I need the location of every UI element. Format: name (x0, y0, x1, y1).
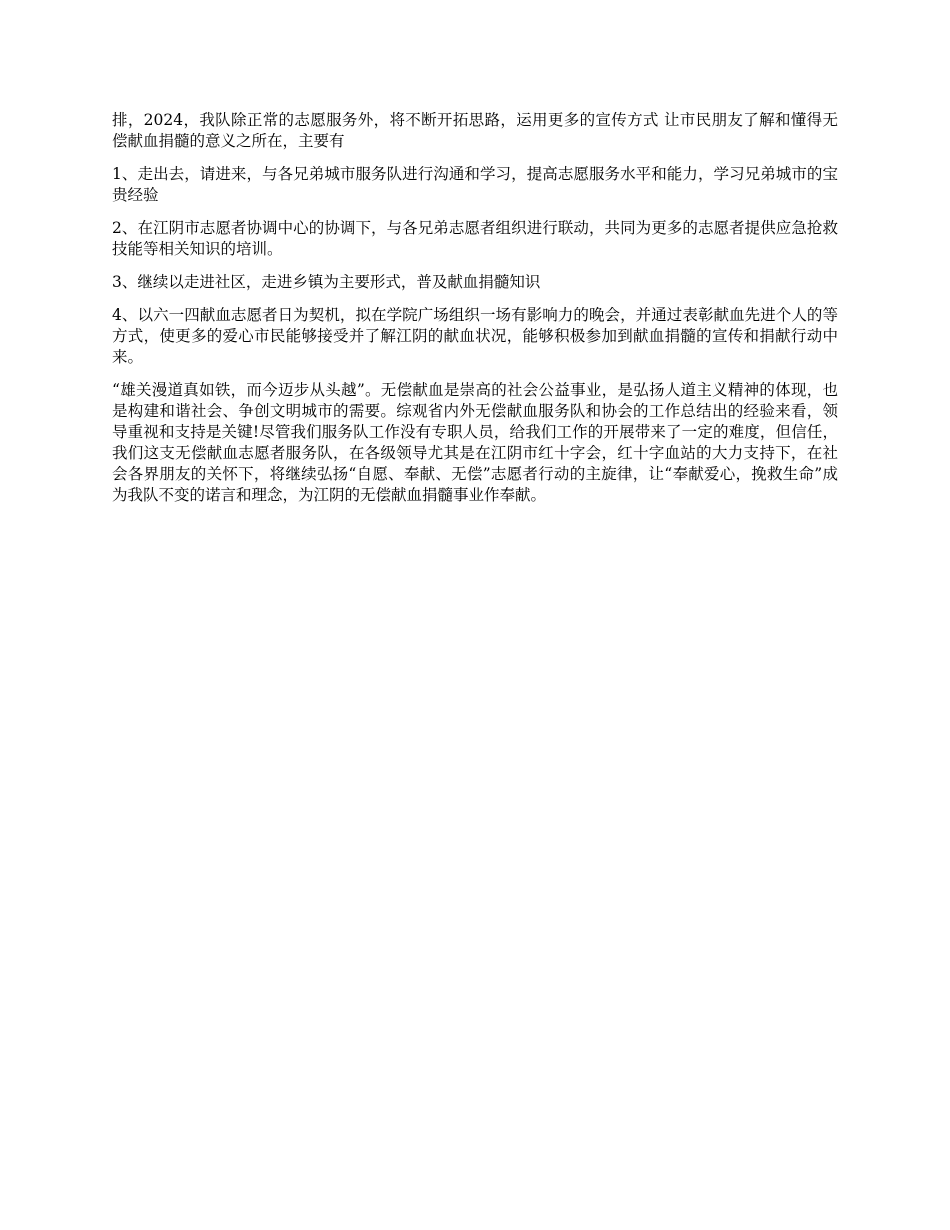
plan-item-4: 4、以六一四献血志愿者日为契机，拟在学院广场组织一场有影响力的晚会，并通过表彰献血先进个人的等方式，使更多的爱心市民能够接受并了解江阴的献血状况，能够积极参加到献血捐髓的宣传和捐献行动中来。 (112, 306, 838, 366)
closing-paragraph: “雄关漫道真如铁，而今迈步从头越”。无偿献血是崇高的社会公益事业，是弘扬人道主义精神的体现，也是构建和谐社会、争创文明城市的需要。综观省内外无偿献血服务队和协会的工作总结出的经验来看，领导重视和支持是关键!尽管我们服务队工作没有专职人员，给我们工作的开展带来了一定的难度，但信任，我们这支无偿献血志愿者服务队，在各级领导尤其是在江阴市红十字会，红十字血站的大力支持下，在社会各界朋友的关怀下，将继续弘扬“自愿、奉献、无偿”志愿者行动的主旋律，让“奉献爱心，挽救生命”成为我队不变的诺言和理念，为江阴的无偿献血捐髓事业作奉献。 (112, 381, 838, 504)
intro-paragraph: 排，2024，我队除正常的志愿服务外，将不断开拓思路，运用更多的宣传方式 让市民朋友了解和懂得无偿献血捐髓的意义之所在，主要有 (112, 111, 838, 150)
plan-item-2: 2、在江阴市志愿者协调中心的协调下，与各兄弟志愿者组织进行联动，共同为更多的志愿者提供应急抢救技能等相关知识的培训。 (112, 219, 838, 258)
plan-item-3: 3、继续以走进社区，走进乡镇为主要形式，普及献血捐髓知识 (112, 273, 541, 291)
plan-item-1: 1、走出去，请进来，与各兄弟城市服务队进行沟通和学习，提高志愿服务水平和能力，学习兄弟城市的宝贵经验 (112, 165, 838, 204)
